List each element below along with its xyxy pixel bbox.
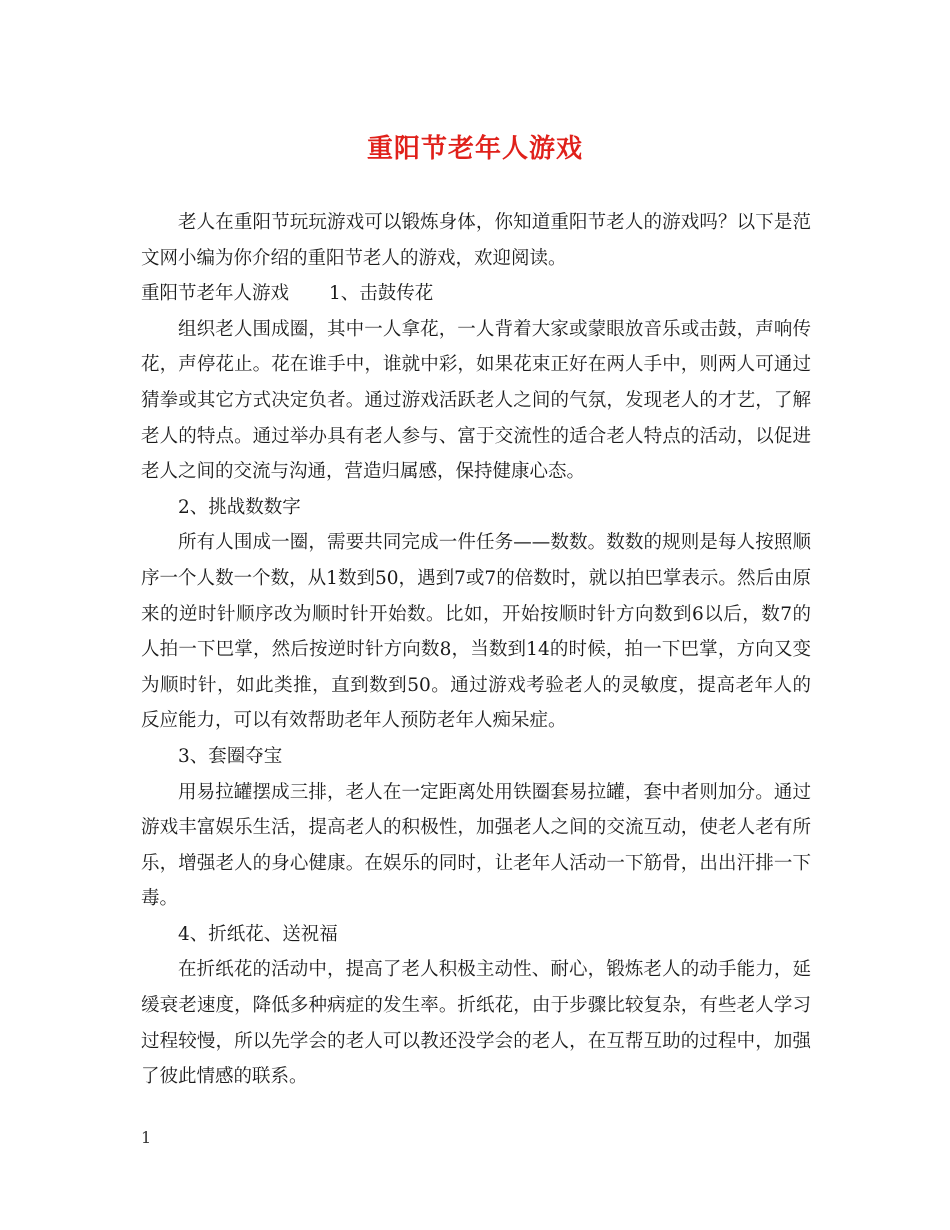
document-title: 重阳节老年人游戏 xyxy=(366,134,583,164)
game-3-paragraph: 用易拉罐摆成三排，老人在一定距离处用铁圈套易拉罐，套中者则加分。通过游戏丰富娱乐生活，提高老人的积极性，加强老人之间的交流互动，使老人老有所乐，增强老人的身心健康。在娱乐的同时，让老年人活动一下筋骨，出出汗排一下毒。 xyxy=(141,781,811,910)
game-4-paragraph: 在折纸花的活动中，提高了老人积极主动性、耐心，锻炼老人的动手能力，延缓衰老速度，降低多种病症的发生率。折纸花，由于步骤比较复杂，有些老人学习过程较慢，所以先学会的老人可以教还没学会的老人，在互帮互助的过程中，加强了彼此情感的联系。 xyxy=(141,959,811,1088)
game-4-heading: 4、折纸花、送祝福 xyxy=(178,923,338,945)
game-1-paragraph: 组织老人围成圈，其中一人拿花，一人背着大家或蒙眼放音乐或击鼓，声响传花，声停花止。花在谁手中，谁就中彩，如果花束正好在两人手中，则两人可通过猜拳或其它方式决定负者。通过游戏活跃老人之间的气氛，发现老人的才艺，了解老人的特点。通过举办具有老人参与、富于交流性的适合老人特点的活动，以促进老人之间的交流与沟通，营造归属感，保持健康心态。 xyxy=(141,318,811,483)
page-number: 1 xyxy=(141,1128,152,1147)
intro-paragraph: 老人在重阳节玩玩游戏可以锻炼身体，你知道重阳节老人的游戏吗？以下是范文网小编为你介绍的重阳节老人的游戏，欢迎阅读。 xyxy=(141,212,811,269)
game-1-heading: 1、击鼓传花 xyxy=(329,283,434,305)
game-2-heading: 2、挑战数数字 xyxy=(178,496,301,518)
game-2-paragraph: 所有人围成一圈，需要共同完成一件任务——数数。数数的规则是每人按照顺序一个人数一个数，从1数到50，遇到7或7的倍数时，就以拍巴掌表示。然后由原来的逆时针顺序改为顺时针开始数。比如，开始按顺时针方向数到6以后，数7的人拍一下巴掌，然后按逆时针方向数8，当数到14的时候，拍一下巴掌，方向又变为顺时针，如此类推，直到数到50。通过游戏考验老人的灵敏度，提高老年人的反应能力，可以有效帮助老年人预防老年人痴呆症。 xyxy=(141,532,811,732)
section-heading-line xyxy=(141,276,811,312)
document-body xyxy=(141,205,811,1095)
game-3-heading: 3、套圈夺宝 xyxy=(178,745,283,767)
section-label: 重阳节老年人游戏 xyxy=(141,283,290,305)
